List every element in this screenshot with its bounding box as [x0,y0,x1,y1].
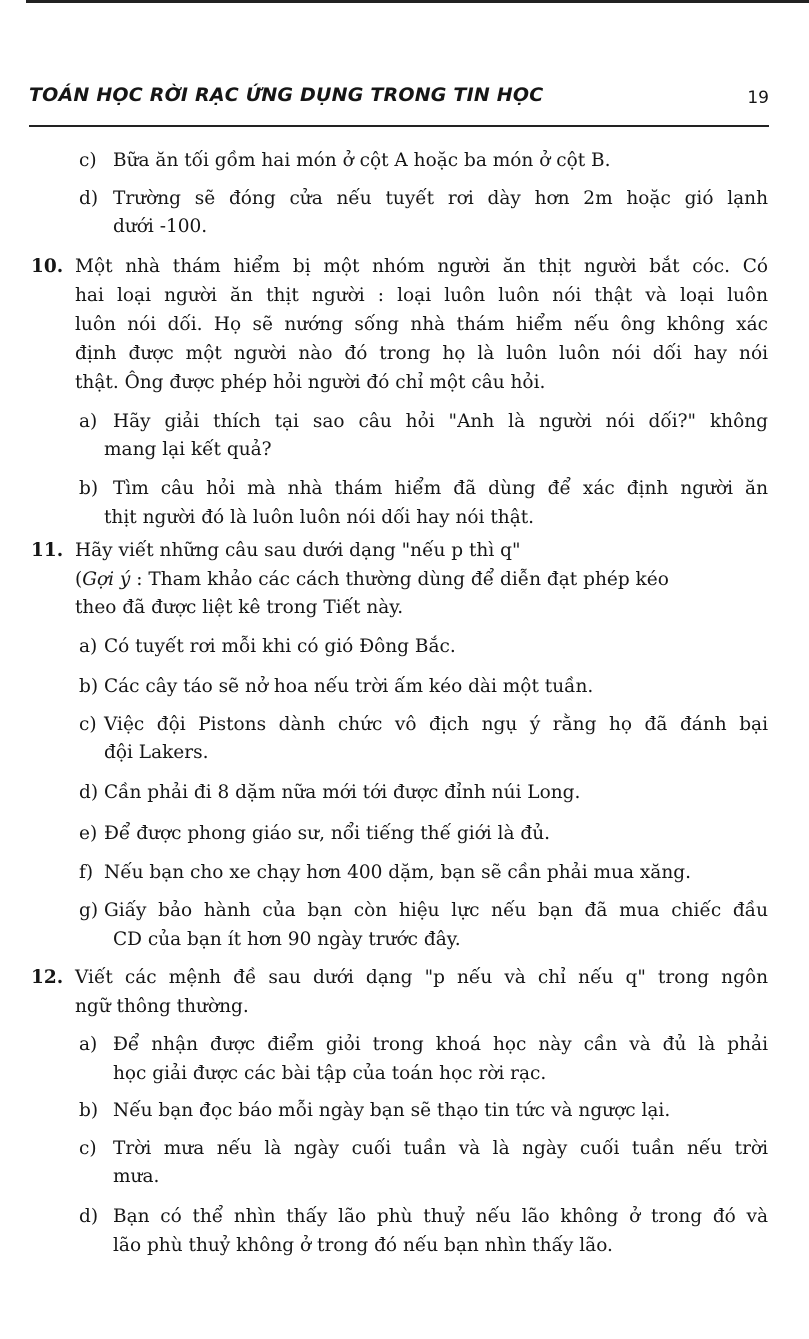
item-label: c) [79,1138,97,1159]
question-text: Viết các mệnh đề sau dưới dạng "p nếu và chỉ nếu q" trong ngôn [75,967,768,988]
item-text: lão phù thuỷ không ở trong đó nếu bạn nhìn thấy lão. [113,1235,613,1256]
item-text: Việc đội Pistons dành chức vô địch ngụ ý rằng họ đã đánh bại [104,714,768,735]
item-text: Trời mưa nếu là ngày cuối tuần và là ngày cuối tuần nếu trời [113,1138,768,1159]
hint-text: : Tham khảo các cách thường dùng để diễn đạt phép kéo [130,569,669,590]
item-label: a) [79,411,98,432]
item-label: c) [79,714,97,735]
item-label: f) [79,862,94,883]
item-label: a) [79,636,98,657]
item-text: dưới -100. [113,216,208,237]
item-text: mưa. [113,1166,160,1187]
item-label: g) [79,900,99,921]
item-text: Nếu bạn cho xe chạy hơn 400 dặm, bạn sẽ cần phải mua xăng. [104,862,691,883]
item-text: Để nhận được điểm giỏi trong khoá học này cần và đủ là phải [113,1034,768,1055]
question-text: Một nhà thám hiểm bị một nhóm người ăn thịt người bắt cóc. Có [75,256,768,277]
question-text: luôn nói dối. Họ sẽ nướng sống nhà thám hiểm nếu ông không xác [75,314,768,335]
question-text: định được một người nào đó trong họ là luôn luôn nói dối hay nói [75,343,768,364]
item-label: b) [79,676,99,697]
item-label: b) [79,1100,99,1121]
running-title: TOÁN HỌC RỜI RẠC ỨNG DỤNG TRONG TIN HỌC [29,84,544,106]
item-text: Trường sẽ đóng cửa nếu tuyết rơi dày hơn 2m hoặc gió lạnh [113,188,768,209]
item-text: học giải được các bài tập của toán học rời rạc. [113,1063,547,1084]
top-rule [26,0,809,3]
item-label: a) [79,1034,98,1055]
hint-word: Gợi ý [82,569,131,590]
item-text: Bạn có thể nhìn thấy lão phù thuỷ nếu lão không ở trong đó và [113,1206,768,1227]
question-number: 12. [31,967,64,988]
item-text: Có tuyết rơi mỗi khi có gió Đông Bắc. [104,636,456,657]
question-text: hai loại người ăn thịt người : loại luôn luôn nói thật và loại luôn [75,285,768,306]
item-text: thịt người đó là luôn luôn nói dối hay nói thật. [104,507,535,528]
question-text: ngữ thông thường. [75,996,249,1017]
question-text: theo đã được liệt kê trong Tiết này. [75,597,404,618]
page-number: 19 [747,88,769,108]
item-text: mang lại kết quả? [104,439,272,460]
item-text: Hãy giải thích tại sao câu hỏi "Anh là người nói dối?" không [113,411,768,432]
item-label: d) [79,782,99,803]
question-text: thật. Ông được phép hỏi người đó chỉ một câu hỏi. [75,372,546,393]
page-header [29,84,769,114]
item-text: Tìm câu hỏi mà nhà thám hiểm đã dùng để xác định người ăn [113,478,768,499]
item-text: Để được phong giáo sư, nổi tiếng thế giới là đủ. [104,823,551,844]
item-label: e) [79,823,98,844]
item-text: Nếu bạn đọc báo mỗi ngày bạn sẽ thạo tin tức và ngược lại. [113,1100,671,1121]
question-text: Hãy viết những câu sau dưới dạng "nếu p thì q" [75,540,521,561]
item-text: CD của bạn ít hơn 90 ngày trước đây. [113,929,461,950]
item-text: Giấy bảo hành của bạn còn hiệu lực nếu bạn đã mua chiếc đầu [104,900,768,921]
item-label: b) [79,478,99,499]
item-label: c) [79,150,97,171]
item-label: d) [79,188,99,209]
question-number: 10. [31,256,64,277]
question-number: 11. [31,540,64,561]
item-text: Các cây táo sẽ nở hoa nếu trời ấm kéo dài một tuần. [104,676,594,697]
item-label: d) [79,1206,99,1227]
item-text: Cần phải đi 8 dặm nữa mới tới được đỉnh núi Long. [104,782,581,803]
hint-line [75,566,669,594]
header-rule [29,125,769,127]
hint-open: ( [75,569,83,590]
item-text: đội Lakers. [104,742,209,763]
item-text: Bữa ăn tối gồm hai món ở cột A hoặc ba món ở cột B. [113,150,611,171]
